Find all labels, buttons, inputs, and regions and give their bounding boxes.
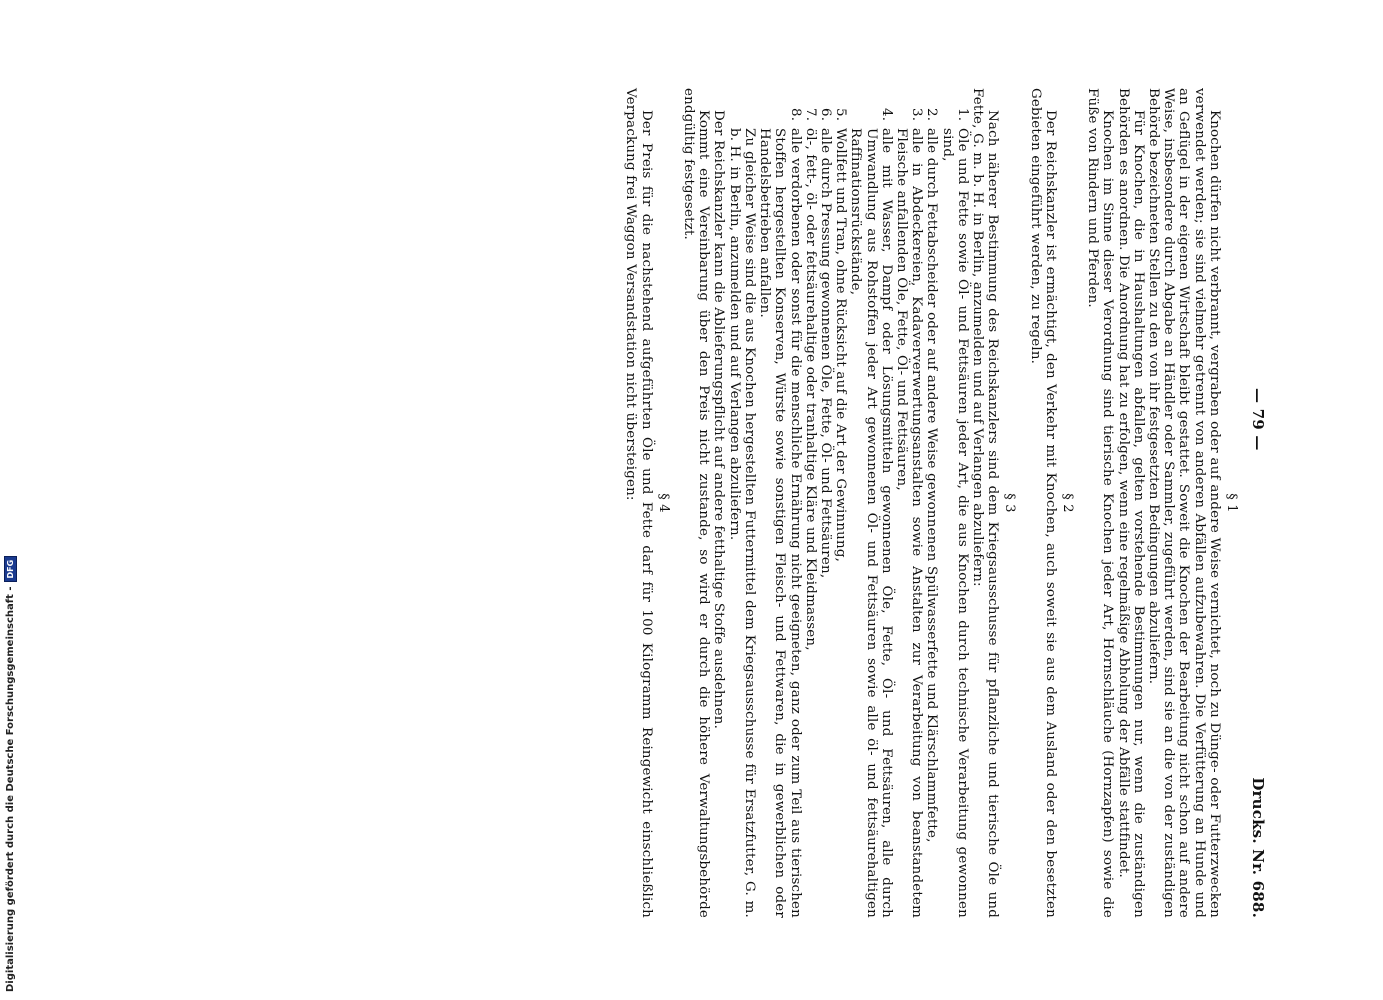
section-1 [1085,88,1239,918]
section-2 [1027,88,1075,918]
dfg-logo: DFG [4,556,17,583]
section-4-title: § 4 [655,493,671,513]
list-item: 7. öl-, fett-, öl- oder fettsäurehaltige oder tranhaltige Kläre und Kleidmassen, [802,108,818,651]
document-reference: Drucks. Nr. 688. [1249,777,1267,918]
section-3 [681,88,1017,918]
section-2-title: § 2 [1059,493,1075,513]
rotated-page [135,88,1265,918]
section-3-list [727,88,970,918]
list-item: 5. Wollfett und Tran, ohne Rücksicht auf die Art der Gewinnung, [833,108,849,563]
section-1-paragraph-3: Knochen im Sinne dieser Verordnung sind tierische Knochen jeder Art, Hornschläuche (Hornzapfen) sowie die Füße von Rindern und Pferden. [1085,88,1116,918]
list-item: 2. alle durch Fettabscheider oder auf andere Weise gewonnenen Spülwasserfette und Klärschlammfette, [924,108,940,843]
section-4-paragraph-1: Der Preis für die nachstehend aufgeführten Öle und Fette darf für 100 Kilogramm Reingewicht einschließlich Verpackung frei Waggon Versandstation nicht übersteigen: [623,88,654,918]
section-3-intro: Nach näherer Bestimmung des Reichskanzlers sind dem Kriegsausschusse für pflanzliche und tierische Öle und Fette, G. m. b. H. in Berlin, anzumelden und auf Verlangen abzuliefern: [969,88,1001,918]
digitization-credit [2,559,18,992]
section-3-paragraph-3: Kommt eine Vereinbarung über den Preis nicht zustande, so wird er durch die höhere Verwaltungsbehörde endgültig festgesetzt. [681,88,712,918]
list-item: 6. alle durch Pressung gewonnenen Öle, Fette, Öl- und Fettsäuren, [817,108,833,579]
section-1-paragraph-1: Knochen dürfen nicht verbrannt, vergraben oder auf andere Weise vernichtet, noch zu Dünge- oder Futterzwecken verwendet werden; sie sind vielmehr getrennt von anderen Abfällen aufzubewahren. Die Verfütterung an Hunde und an Geflügel in der eigenen Wirtschaft bleibt gestattet. Soweit die Knochen der Bearbeitung nicht schon auf andere Weise, insbesondere durch Abgabe an Händler oder Sammler, zugeführt werden, sind sie an die von der zuständigen Behörde bezeichneten Stellen zu den von ihr festgesetzten Bedingungen abzuliefern. [1145,88,1222,918]
section-3-paragraph-2: Der Reichskanzler kann die Ablieferungspflicht auf andere fetthaltige Stoffe ausdehnen. [711,110,727,730]
list-item: 8. alle verdorbenen oder sonst für die menschliche Ernährung nicht geeigneten, ganz oder zum Teil aus tierischen Stoffen hergestellten Konserven, Würste sowie sonstigen Fleisch- und Fettwaren, die in gewerblichen oder Handelsbetrieben anfallen. [757,108,803,918]
page-number: — 79 — [1249,388,1267,451]
list-item: 4. alle mit Wasser, Dampf oder Lösungsmitteln gewonnenen Öle, Fette, Öl- und Fettsäuren, alle durch Umwandlung aus Rohstoffen jeder Art gewonnenen Öl- und Fettsäuren sowie alle öl- und fettsäurehaltigen Raffinationsrückstände, [848,108,894,918]
page-header [1243,88,1265,918]
section-1-title: § 1 [1224,493,1239,513]
section-4 [623,88,671,918]
section-3-title: § 3 [1002,493,1018,513]
section-1-paragraph-2: Für Knochen, die in Haushaltungen abfallen, gelten vorstehende Bestimmungen nur, wenn die zuständigen Behörden es anordnen. Die Anordnung hat zu erfolgen, wenn eine regelmäßige Abholung der Abfälle stattfindet. [1115,88,1146,918]
section-2-paragraph-1: Der Reichskanzler ist ermächtigt, den Verkehr mit Knochen, auch soweit sie aus dem Ausland oder den besetzten Gebieten eingeführt werden, zu regeln. [1027,88,1058,918]
list-item: 1. Öle und Fette sowie Öl- und Fettsäuren jeder Art, die aus Knochen durch technische Verarbeitung gewonnen sind, [939,108,970,918]
digitization-credit-text: Digitalisierung gefördert durch die Deutsche Forschungsgemeinschaft - [4,586,16,992]
list-item: 3. alle in Abdeckereien, Kadaververwertungsanstalten sowie Anstalten zur Verarbeitung von beanstandetem Fleische anfallenden Öle, Fette, Öl- und Fettsäuren, [893,108,925,918]
list-item: Zu gleicher Weise sind die aus Knochen hergestellten Futtermittel dem Kriegsausschusse für Ersatzfutter, G. m. b. H. in Berlin, anzumelden und auf Verlangen abzuliefern. [726,128,757,918]
